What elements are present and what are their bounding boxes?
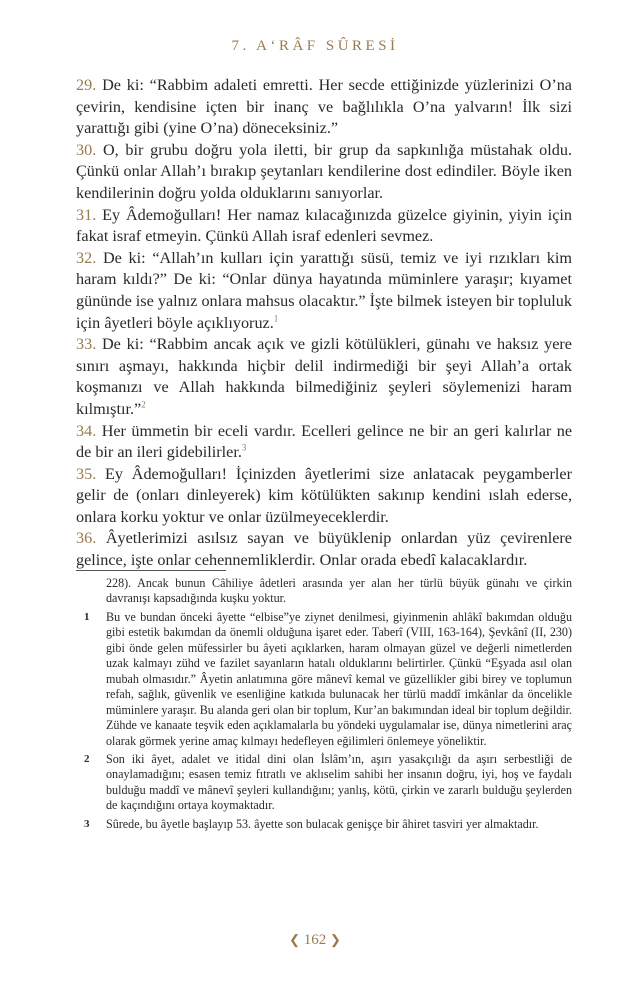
verse-text: De ki: “Rabbim adaleti emretti. Her secde ettiğinizde yüzlerinizi O’na çevirin, kendisine içten bir inanç ve bağlılıkla O’na yalvarın! İlk sizi yarattığı gibi (yine O’na) döneceksiniz.” xyxy=(76,76,572,138)
footnotes-block xyxy=(84,576,572,835)
verse-number: 29. xyxy=(76,76,97,94)
verse-text: O, bir grubu doğru yola iletti, bir grup da sapkınlığa müstahak oldu. Çünkü onlar Allah’ı bırakıp şeytanları kendilerine dost edindiler. Böyle iken kendilerinin doğru yolda olduklarını sanıyorlar. xyxy=(76,140,573,202)
footnote-text: Bu ve bundan önceki âyette “elbise”ye ziynet denilmesi, giyinmenin ahlâkî bakımdan olduğu gibi estetik bakımdan da önemli olduğuna işaret eder. Taberî (VIII, 163-164), Şevkânî (II, 230) gibi önde gelen müfessirler bu âyeti açıklarken, haram olmayan güzel ve değerli nimetlerden uzak kalmayı zühd ve fazilet sayanların hatalı olduklarını belirtirler. Çünkü “Eşyada asıl olan mubah olmasıdır.” Âyetin anlatımına göre mânevî kemal ve güzellikler gibi birey ve toplumun refah, sağlık, güvenlik ve esenliğine katkıda bulunacak her türlü maddî imkânlar da öncelikle müminlere yaraşır. Bu alanda geri olan bir toplum, Kur’an bakımından ideal bir toplum değildir. Zühde ve kanaate teşvik eden açıklamalarla bu yöndeki uygulamalar ise, dünya nimetlerini araç olarak görmek yerine amaç kılmayı hedefleyen eğilimleri önlemeye yöneliktir. xyxy=(106,609,572,748)
footnote-ref[interactable]: 3 xyxy=(241,442,247,453)
page-footer xyxy=(0,932,630,949)
footnote-separator xyxy=(76,570,226,571)
page-number: 162 xyxy=(303,932,327,948)
verse-34 xyxy=(76,421,572,464)
verse-text-block xyxy=(76,75,572,572)
verse-number: 36. xyxy=(76,529,97,548)
footnote-3 xyxy=(84,817,572,832)
verse-33 xyxy=(76,334,572,420)
verse-29 xyxy=(76,75,572,140)
verse-number: 31. xyxy=(76,205,97,224)
footnote-1 xyxy=(84,610,572,749)
verse-text: Ey Âdemoğulları! Her namaz kılacağınızda güzelce giyinin, yiyin için fakat israf etmeyin. Çünkü Allah israf edenleri sevmez. xyxy=(76,205,573,246)
verse-number: 34. xyxy=(76,421,97,440)
footnote-ref[interactable]: 1 xyxy=(273,313,279,324)
verse-number: 33. xyxy=(76,335,97,354)
verse-number: 30. xyxy=(76,140,97,159)
footnote-2 xyxy=(84,752,572,814)
verse-31 xyxy=(76,205,572,248)
verse-text: De ki: “Allah’ın kulları için yarattığı süsü, temiz ve iyi rızıkları kim haram kıldı?” De ki: “Onlar dünya hayatında müminlere yaraşır; kıyamet gününde ise yalnız onlara mahsus olacaktır.” İşte bilmek isteyen bir topluluk için âyetleri böyle açıklıyoruz. xyxy=(76,248,572,332)
footnote-number: 1 xyxy=(84,610,90,623)
verse-text: Her ümmetin bir eceli vardır. Ecelleri gelince ne bir an geri kalırlar ne de bir an ileri gidebilirler. xyxy=(76,421,572,462)
footnote-continued xyxy=(84,576,572,607)
ornament-left-icon: ❮ xyxy=(289,932,300,947)
ornament-right-icon: ❯ xyxy=(330,932,341,947)
verse-text: Âyetlerimizi asılsız sayan ve büyüklenip onlardan yüz çevirenlere gelince, işte onlar cehennemliklerdir. Onlar orada ebedî kalacaklardır. xyxy=(76,529,572,570)
verse-30 xyxy=(76,140,572,205)
verse-35 xyxy=(76,464,572,529)
footnote-text: 228). Ancak bunun Câhiliye âdetleri arasında yer alan her türlü büyük günahı ve çirkin davranışı kapsadığında kuşku yoktur. xyxy=(106,576,572,606)
verse-36 xyxy=(76,528,572,571)
footnote-text: Son iki âyet, adalet ve itidal dini olan İslâm’ın, aşırı yasakçılığı da aşırı serbestliği de onaylamadığını; esasen temiz fıtratlı ve aklıselim sahibi her insanın doğru, iyi, hoş ve faydalı bulduğu maddî ve mânevî şeyleri kullandığını; yanlış, kötü, çirkin ve zararlı bulduğu şeylerden de kaçındığını ortaya koymaktadır. xyxy=(106,751,572,813)
footnote-ref[interactable]: 2 xyxy=(141,399,146,410)
verse-text: Ey Âdemoğulları! İçinizden âyetlerimi size anlatacak peygamberler gelir de (onları dinleyerek) kim kötülükten sakınıp kendini ıslah ederse, onlara korku yoktur ve onlar üzülmeyeceklerdir. xyxy=(76,464,573,526)
verse-number: 32. xyxy=(76,248,97,267)
footnote-text: Sûrede, bu âyetle başlayıp 53. âyette son bulacak genişçe bir âhiret tasviri yer almaktadır. xyxy=(106,816,539,831)
verse-number: 35. xyxy=(76,464,97,483)
verse-text: De ki: “Rabbim ancak açık ve gizli kötülükleri, günahı ve haksız yere sınırı aşmayı, hakkında hiçbir delil indirmediği bir şeyi Allah’a ortak koşmanızı ve Allah hakkında bilmediğiniz şeyleri söylemenizi haram kılmıştır.” xyxy=(76,335,572,418)
running-header: 7. A‘RÂF SÛRESİ xyxy=(231,38,399,54)
verse-32 xyxy=(76,248,572,334)
footnote-number: 3 xyxy=(84,817,90,830)
footnote-number: 2 xyxy=(84,752,90,765)
